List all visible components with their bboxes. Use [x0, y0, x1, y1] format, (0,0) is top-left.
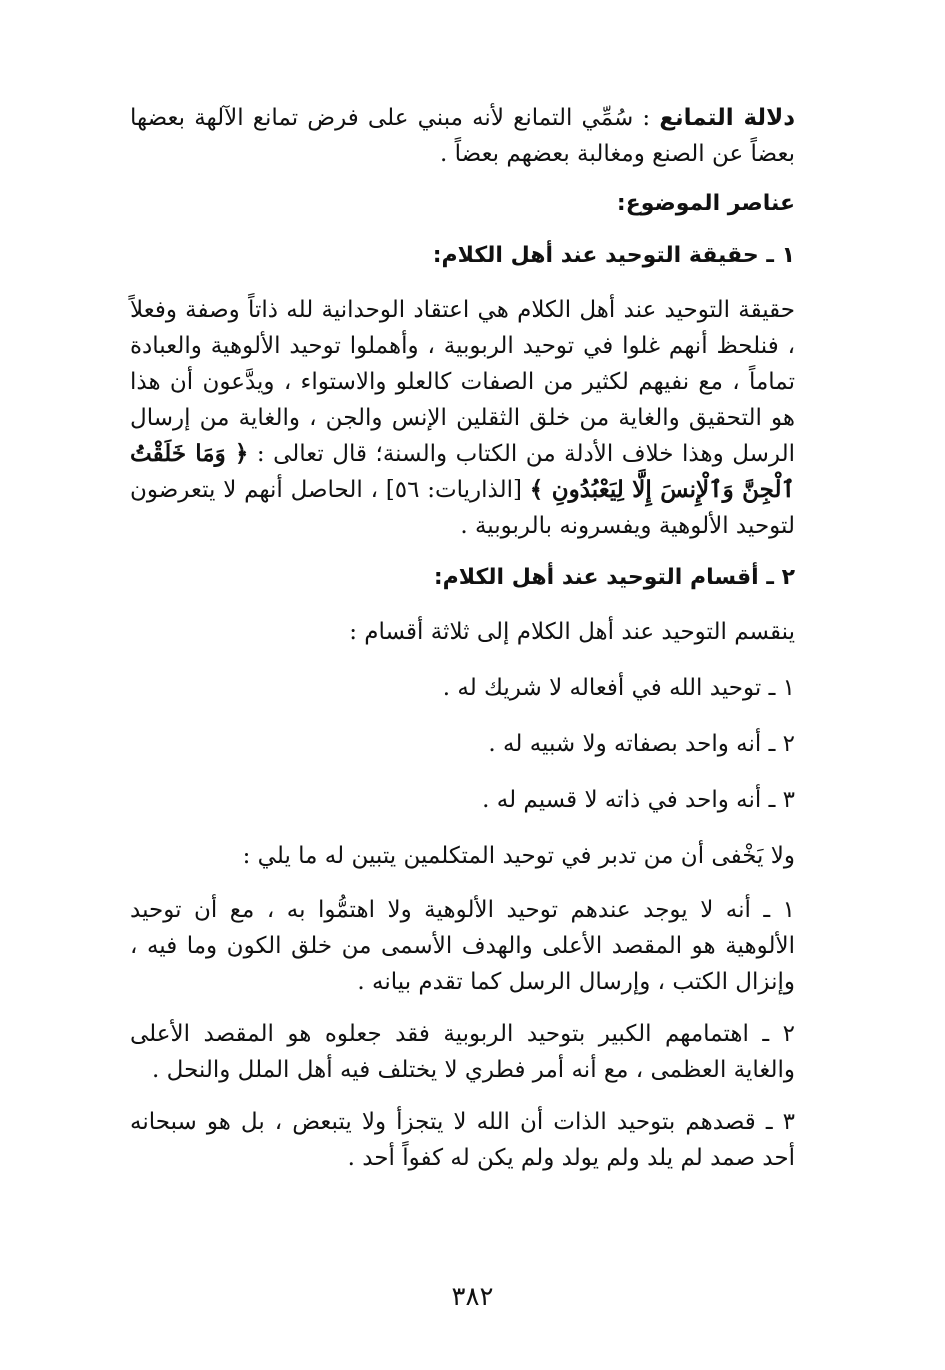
list-item: ٣ ـ أنه واحد في ذاته لا قسيم له . — [482, 787, 795, 813]
intro-paragraph — [130, 100, 835, 172]
topic1-body-after: [الذاريات: ٥٦] ، الحاصل أنهم لا يتعرضون لتوحيد الألوهية ويفسرونه بالربوبية . — [130, 477, 795, 539]
point-item: ٣ ـ قصدهم بتوحيد الذات أن الله لا يتجزأ ولا يتبعض ، بل هو سبحانه أحد صمد لم يلد ولم يولد ولم يكن له كفواً أحد . — [130, 1109, 795, 1171]
point-item: ١ ـ أنه لا يوجد عندهم توحيد الألوهية ولا اهتمُّوا به ، مع أن توحيد الألوهية هو المقصد الأعلى والهدف الأسمى من خلق الكون وما فيه ، وإنزال الكتب ، وإرسال الرسل كما تقدم بيانه . — [130, 897, 795, 995]
topic1-body — [130, 292, 835, 544]
page-body — [130, 100, 835, 1176]
topic2-intro: ينقسم التوحيد عند أهل الكلام إلى ثلاثة أقسام : — [349, 619, 795, 645]
topic2-heading: ٢ ـ أقسام التوحيد عند أهل الكلام: — [433, 565, 795, 590]
intro-text: : سُمِّي التمانع لأنه مبني على فرض تمانع الآلهة بعضها بعضاً عن الصنع ومغالبة بعضهم بعضاً . — [130, 105, 795, 167]
intro-term: دلالة التمانع — [659, 105, 795, 131]
topic1-body-before: حقيقة التوحيد عند أهل الكلام هي اعتقاد الوحدانية لله ذاتاً وصفة وفعلاً ، فنلحظ أنهم غلوا في توحيد الربوبية ، وأهملوا توحيد الألوهية والعبادة تماماً ، مع نفيهم لكثير من الصفات كالعلو والاستواء ، ويدَّعون أن هذا هو التحقيق والغاية من خلق الثقلين الإنس والجن ، والغاية من إرسال الرسل وهذا خلاف الأدلة من الكتاب والسنة؛ قال تعالى : — [130, 297, 795, 467]
topic1-heading: ١ ـ حقيقة التوحيد عند أهل الكلام: — [432, 243, 795, 268]
quran-verse: ﴿ وَمَا خَلَقْتُ ٱلْجِنَّ وَٱلْإِنسَ إِلَّا لِيَعْبُدُونِ ﴾ — [130, 440, 795, 503]
list-item: ٢ ـ أنه واحد بصفاته ولا شبيه له . — [488, 731, 795, 757]
point-item: ٢ ـ اهتمامهم الكبير بتوحيد الربوبية فقد جعلوه هو المقصد الأعلى والغاية العظمى ، مع أنه أمر فطري لا يختلف فيه أهل الملل والنحل . — [130, 1021, 795, 1083]
observation-line: ولا يَخْفى أن من تدبر في توحيد المتكلمين يتبين له ما يلي : — [242, 843, 795, 869]
list-item: ١ ـ توحيد الله في أفعاله لا شريك له . — [442, 675, 795, 701]
section-heading: عناصر الموضوع: — [616, 191, 795, 216]
page-number: ٣٨٢ — [451, 1282, 494, 1312]
